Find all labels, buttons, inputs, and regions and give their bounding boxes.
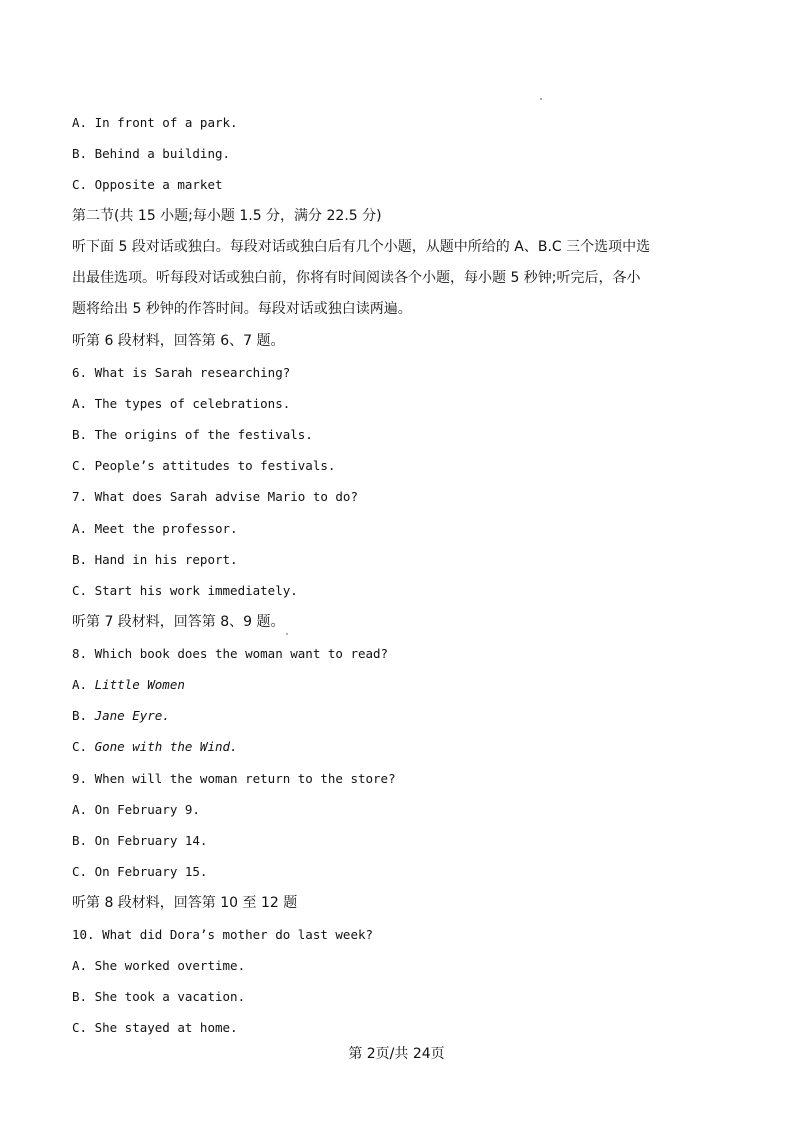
q9-stem: 9. When will the woman return to the store? (72, 771, 396, 786)
q9-option-c: C. On February 15. (72, 864, 208, 879)
passage8-heading: 听第 8 段材料，回答第 10 至 12 题 (72, 895, 298, 911)
q7-option-a: A. Meet the professor. (72, 521, 238, 536)
q6-option-b: B. The origins of the festivals. (72, 427, 313, 442)
q8-option-b-title: Jane Eyre. (94, 708, 170, 723)
scan-speck (286, 633, 288, 635)
q8-option-a-title: Little Women (94, 677, 185, 692)
q8-option-a (72, 677, 185, 693)
q10-option-b: B. She took a vacation. (72, 989, 246, 1004)
q9-option-a: A. On February 9. (72, 802, 200, 817)
q10-option-c: C. She stayed at home. (72, 1020, 238, 1035)
q10-stem: 10. What did Dora’s mother do last week? (72, 927, 374, 942)
q8-option-b (72, 708, 170, 724)
q6-option-a: A. The types of celebrations. (72, 396, 291, 411)
q10-option-a: A. She worked overtime. (72, 958, 246, 973)
q8-option-a-label: A. (72, 677, 95, 692)
section2-instructions-line2: 出最佳选项。听每段对话或独白前，你将有时间阅读各个小题，每小题 5 秒钟;听完后，各小 (72, 270, 641, 286)
q6-option-c: C. People’s attitudes to festivals. (72, 458, 336, 473)
q5-option-a: A. In front of a park. (72, 115, 238, 130)
section2-instructions-line1: 听下面 5 段对话或独白。每段对话或独白后有几个小题，从题中所给的 A、B.C 三个选项中选 (72, 239, 651, 255)
q6-stem: 6. What is Sarah researching? (72, 365, 291, 380)
q5-option-b: B. Behind a building. (72, 146, 231, 161)
section2-header: 第二节(共 15 小题;每小题 1.5 分，满分 22.5 分) (72, 208, 382, 224)
q8-stem: 8. Which book does the woman want to read? (72, 646, 389, 661)
q8-option-c-title: Gone with the Wind. (94, 739, 238, 754)
scan-speck (540, 98, 542, 100)
passage6-heading: 听第 6 段材料，回答第 6、7 题。 (72, 333, 285, 349)
q7-option-b: B. Hand in his report. (72, 552, 238, 567)
q9-option-b: B. On February 14. (72, 833, 208, 848)
section2-instructions-line3: 题将给出 5 秒钟的作答时间。每段对话或独白读两遍。 (72, 301, 412, 317)
q8-option-c (72, 739, 238, 755)
q5-option-c: C. Opposite a market (72, 177, 223, 192)
page-number-footer: 第 2页/共 24页 (348, 1046, 445, 1062)
q7-stem: 7. What does Sarah advise Mario to do? (72, 489, 358, 504)
q8-option-c-label: C. (72, 739, 95, 754)
passage7-heading: 听第 7 段材料，回答第 8、9 题。 (72, 614, 285, 630)
q7-option-c: C. Start his work immediately. (72, 583, 298, 598)
q8-option-b-label: B. (72, 708, 95, 723)
